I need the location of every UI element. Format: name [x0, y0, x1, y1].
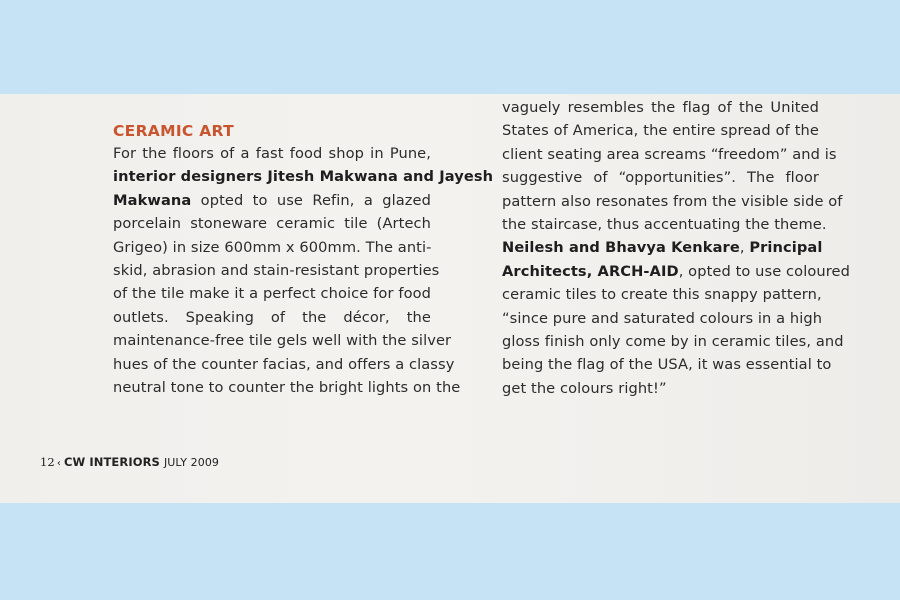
right-column — [502, 96, 850, 400]
left-column-line — [113, 282, 431, 305]
body-text: maintenance-free tile gels well with the silver — [113, 332, 452, 350]
body-text: , opted to use coloured — [678, 262, 850, 280]
right-column-line — [502, 377, 819, 400]
right-column-line — [502, 236, 823, 259]
bold-text: Architects, ARCH-AID — [502, 262, 679, 280]
body-text: Grigeo) in size 600mm x 600mm. The anti- — [113, 238, 432, 256]
right-column-body — [502, 96, 850, 400]
left-column-line — [113, 376, 461, 399]
right-column-line — [502, 283, 822, 306]
left-column-line — [113, 189, 431, 212]
body-text: opted to use Refin, a glazed — [191, 191, 431, 209]
right-column-line — [502, 307, 823, 330]
section-heading: CERAMIC ART — [113, 122, 234, 140]
body-text: outlets. Speaking of the décor, the — [113, 308, 431, 326]
body-text: being the flag of the USA, it was essential to — [502, 356, 832, 374]
left-column-line — [113, 353, 455, 376]
right-column-line — [502, 96, 819, 119]
body-text: “since pure and saturated colours in a high — [502, 309, 823, 327]
issue-date: JULY 2009 — [163, 456, 220, 469]
magazine-name: CW INTERIORS — [63, 455, 160, 469]
page-number: 12 — [40, 455, 55, 469]
right-column-line — [502, 260, 850, 283]
left-column-line — [113, 165, 494, 188]
bottom-background-band — [0, 503, 900, 600]
body-text: get the colours right!” — [502, 379, 667, 397]
left-column-line — [113, 236, 431, 259]
bold-text: Makwana — [113, 191, 192, 209]
right-column-line — [502, 190, 843, 213]
body-text: skid, abrasion and stain-resistant properties — [113, 262, 440, 280]
page-footer — [40, 455, 219, 469]
left-column-line — [113, 259, 440, 282]
magazine-page — [0, 94, 900, 503]
right-column-line — [502, 353, 832, 376]
left-column — [113, 120, 494, 399]
body-text: neutral tone to counter the bright lights on the — [113, 379, 461, 397]
body-text: , — [739, 239, 750, 257]
body-text: States of America, the entire spread of the — [502, 122, 819, 140]
right-column-line — [502, 213, 827, 236]
body-text: hues of the counter facias, and offers a classy — [113, 355, 455, 373]
body-text: of the tile make it a perfect choice for food — [113, 285, 431, 303]
left-column-line — [113, 212, 431, 235]
right-column-line — [502, 330, 844, 353]
arrow-left-icon: ‹ — [56, 458, 61, 469]
left-column-body — [113, 142, 494, 399]
right-column-line — [502, 119, 819, 142]
left-column-line — [113, 142, 431, 165]
body-text: the staircase, thus accentuating the theme. — [502, 216, 827, 234]
left-column-line — [113, 329, 452, 352]
body-text: pattern also resonates from the visible side of — [502, 192, 843, 210]
bold-text: Principal — [749, 239, 823, 257]
body-text: porcelain stoneware ceramic tile (Artech — [113, 215, 431, 233]
left-column-line — [113, 306, 431, 329]
bold-text: Neilesh and Bhavya Kenkare — [502, 239, 740, 257]
bold-text: interior designers Jitesh Makwana and Jayesh — [113, 168, 494, 186]
right-column-line — [502, 166, 819, 189]
body-text: vaguely resembles the flag of the United — [502, 99, 819, 116]
body-text: client seating area screams “freedom” and is — [502, 145, 837, 163]
body-text: suggestive of “opportunities”. The floor — [502, 169, 819, 187]
body-text: gloss finish only come by in ceramic tiles, and — [502, 333, 844, 351]
top-background-band — [0, 0, 900, 94]
right-column-line — [502, 143, 837, 166]
body-text: For the floors of a fast food shop in Pune, — [113, 145, 431, 162]
body-text: ceramic tiles to create this snappy pattern, — [502, 286, 822, 304]
